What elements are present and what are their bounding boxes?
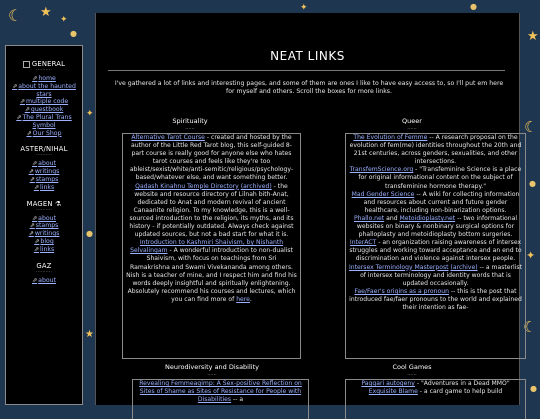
dot-icon: ● (529, 179, 536, 188)
sidebar-section-aster: ASTER/NIHAL (20, 145, 68, 154)
sidebar-link-gaz-about[interactable]: ⇗about (31, 276, 57, 284)
link-transfemscience[interactable]: TransfemScience.org (349, 166, 414, 174)
arrow-icon: ⇗ (16, 113, 22, 121)
link-archived[interactable]: (archived) (240, 182, 272, 190)
link-metoidioplasty[interactable]: Metoidioplasty.net (399, 214, 456, 222)
star-icon: ✦ (86, 109, 94, 119)
separator: ······ (407, 372, 417, 378)
main-panel (95, 13, 520, 405)
spirituality-links-box[interactable] (122, 133, 301, 359)
list-item: Qadash Kinahnu Temple Directory (archived) - the website and resource directory of Lilnah bith-Anat, dedicated to Anat and modern revival of ancient Canaanite religion. To my knowledge, this is a well-sourced introduction to the religion, its myths, and its history - if potentially outdated. Always check against updated sources, but not a bad start for what it is. (129, 182, 294, 239)
list-item: Paggari autogeny - "Adventures in a Dead MMO" (361, 380, 510, 387)
title-divider (108, 70, 505, 71)
arrow-icon: ⇗ (28, 168, 34, 176)
arrow-icon: ⇗ (19, 98, 26, 106)
separator: ······ (207, 372, 217, 378)
star-icon: ✦ (526, 249, 536, 262)
list-item: The Evolution of Femme -- A research proposal on the evolution of fem(me) identities throughout the 20th and 21st centuries, across genders, sexualities, and other intersections. (349, 134, 522, 166)
sidebar-link-magen-blog[interactable]: ⇗blog (34, 237, 54, 245)
moon-icon: ☾ (524, 118, 538, 136)
star-icon: ★ (40, 5, 52, 20)
sidebar-nav (5, 45, 83, 405)
star-icon: ★ (85, 329, 94, 340)
sidebar-link-guestbook[interactable]: ⇗guestbook (24, 106, 64, 114)
moon-icon: ☾ (523, 318, 537, 336)
link-kashmiri-shaivism[interactable]: Introduction to Kashmiri Shaivism, by Nishanth Selvalingam (130, 239, 284, 255)
arrow-icon: ⇗ (29, 175, 35, 183)
sidebar-link-magen-about[interactable]: ⇗about (31, 214, 57, 222)
arrow-icon: ⇗ (33, 183, 39, 191)
sidebar-logo[interactable]: GENERAL (6, 60, 82, 68)
list-item: Fae/Faer's origins as a pronoun -- this is the post that introduced fae/faer pronouns to the world and explained their intention as fae- (349, 287, 522, 311)
link-alternative-tarot[interactable]: Alternative Tarot Course (131, 134, 205, 141)
arrow-icon: ⇗ (32, 75, 38, 82)
link-interact[interactable]: InterACT (349, 239, 377, 247)
separator: ·········· (36, 206, 52, 213)
sidebar-link-home[interactable]: ⇗home (32, 75, 56, 82)
link-revealing-femmeagimp[interactable]: Revealing Femmeagimp: A Sex-positive Reflection on Sites of Shame as Sites of Resistance for People with Disabilities (139, 380, 302, 404)
sidebar-link-aster-writings[interactable]: ⇗writings (28, 168, 60, 176)
link-archive[interactable]: (archive) (450, 263, 478, 271)
arrow-icon: ⇗ (31, 160, 38, 168)
link-fae-faer-origins[interactable]: Fae/Faer's origins as a pronoun (354, 287, 449, 295)
separator: ·········· (36, 268, 52, 275)
moon-icon: ☾ (8, 6, 23, 25)
star-icon: ★ (527, 29, 539, 44)
dot-icon: ● (86, 229, 93, 238)
star-icon: ✦ (300, 3, 308, 13)
sidebar-link-magen-links[interactable]: ⇗links (33, 245, 55, 253)
link-here[interactable]: here (236, 295, 250, 303)
image-icon (23, 61, 30, 68)
section-title-neurodiversity: Neurodiversity and Disability (164, 363, 259, 371)
dot-icon: ● (70, 29, 77, 38)
queer-links-box[interactable] (345, 133, 526, 359)
sidebar-link-multiple-code[interactable]: ⇗multiple code (19, 98, 69, 106)
separator: ······ (407, 126, 417, 132)
sidebar-link-plural-trans-symbol[interactable]: ⇗The Plural Trans Symbol (16, 113, 72, 129)
separator: ·········· (36, 67, 52, 73)
list-item: Exquisite Blame - a card game to help build (368, 388, 503, 396)
sidebar-link-aster-about[interactable]: ⇗about (31, 160, 57, 168)
arrow-icon: ⇗ (26, 129, 32, 137)
arrow-icon: ⇗ (33, 245, 39, 253)
list-item: Introduction to Kashmiri Shaivism, by Nishanth Selvalingam - A wonderful introduction to non-dualist Shaivism, with focus on teachings from Sri Ramakrishna and Swami Vivekananda among others. Nish is a teacher of mine, and I respect him and find his words deeply insightful and spiritually enlightening. Absolutely recommend his courses and lectures, which you can find more of here. (126, 239, 297, 303)
sidebar-section-magen: MAGEN ⚗ (26, 199, 62, 208)
sidebar-link-magen-writings[interactable]: ⇗writings (28, 230, 60, 238)
sidebar-link-aster-links[interactable]: ⇗links (33, 183, 55, 191)
section-title-cool-games: Cool Games (392, 363, 432, 371)
arrow-icon: ⇗ (29, 222, 35, 230)
list-item: Intersex Terminology Masterpost (archive) -- a masterlist of intersex terminology and identity words that is updated occasionally. (349, 263, 522, 287)
arrow-icon: ⇗ (12, 82, 18, 90)
arrow-icon: ⇗ (34, 237, 40, 245)
dot-icon: ● (470, 2, 477, 11)
arrow-icon: ⇗ (31, 214, 38, 222)
list-item: Alternative Tarot Course - created and hosted by the author of the Little Red Tarot blog, this self-guided 8-part course is really good for anyone else who hates tarot courses and feels like they're too ableist/sexist/white/anti-semitic/religious/psychology-based/whatever else, and want something better. (129, 134, 294, 182)
link-phallo[interactable]: Phallo.net (353, 214, 385, 222)
section-title-queer: Queer (402, 117, 422, 125)
sidebar-link-shop[interactable]: ⇗Our Shop (26, 129, 62, 137)
arrow-icon: ⇗ (24, 106, 30, 114)
sidebar-link-aster-stamps[interactable]: ⇗stamps (29, 175, 59, 183)
link-exquisite-blame[interactable]: Exquisite Blame (368, 388, 418, 396)
arrow-icon: ⇗ (31, 276, 38, 284)
page-title: NEAT LINKS (270, 49, 345, 63)
cool-games-links-box[interactable] (345, 379, 526, 419)
section-title-spirituality: Spirituality (172, 117, 208, 125)
star-icon: ✦ (60, 15, 68, 25)
link-paggari-autogeny[interactable]: Paggari autogeny (361, 380, 415, 387)
list-item: TransfemScience.org - "Transfeminine Science is a place for original informational content on the subject of transfeminine hormone therapy." (349, 166, 522, 190)
arrow-icon: ⇗ (28, 230, 34, 238)
list-item: InterACT - an organization raising awareness of intersex struggles and working toward acceptance and an end to discrimination and violence against intersex people. (349, 239, 522, 263)
neurodiversity-links-box[interactable] (132, 379, 309, 419)
intro-text: I've gathered a lot of links and interesting pages, and some of them are ones I like to have easy access to, so I'll put em here for myself and others. Scroll the boxes for more links. (114, 80, 504, 96)
dot-icon: ● (530, 384, 537, 393)
link-qadash-kinahnu[interactable]: Qadash Kinahnu Temple Directory (135, 182, 239, 190)
link-mad-gender-science[interactable]: Mad Gender Science (351, 190, 415, 198)
list-item: Revealing Femmeagimp: A Sex-positive Reflection on Sites of Shame as Sites of Resistance for People with Disabilities -- a (139, 380, 302, 404)
list-item: Mad Gender Science -- A wiki for collecting information and resources about current and future gender healthcare, including non-binarization options. (351, 190, 520, 214)
sidebar-link-about[interactable]: ⇗about the haunted stars (12, 82, 76, 98)
list-item: Phallo.net and Metoidioplasty.net -- two informational websites on binary & nonbinary surgical options for phalloplasty and metoidioplasty bottom surgeries. (353, 214, 518, 239)
separator: ·········· (36, 152, 52, 159)
separator: ······ (185, 126, 195, 132)
link-evolution-of-femme[interactable]: The Evolution of Femme (353, 134, 428, 141)
sidebar-section-gaz: GAZ (36, 261, 52, 270)
link-intersex-terminology[interactable]: Intersex Terminology Masterpost (349, 263, 449, 271)
sidebar-link-magen-stamps[interactable]: ⇗stamps (29, 222, 59, 230)
